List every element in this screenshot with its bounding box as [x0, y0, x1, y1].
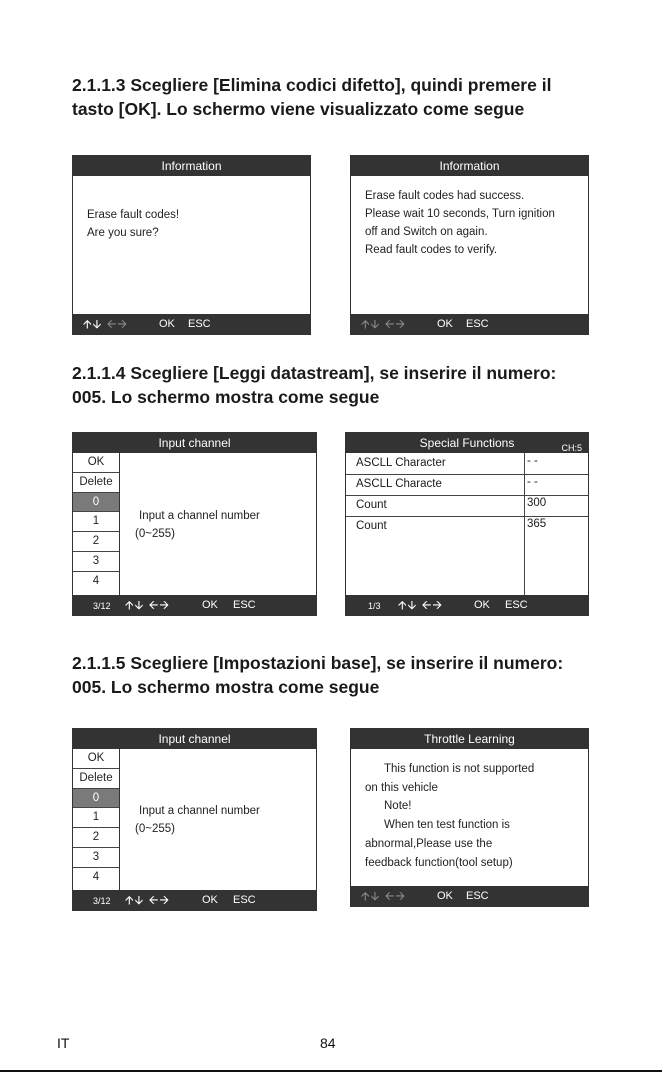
keypad-digit-1[interactable]: 1: [73, 512, 119, 532]
message-line: on this vehicle: [365, 781, 438, 794]
arrow-down-icon[interactable]: 🡫: [407, 598, 418, 612]
message-text: [365, 760, 534, 872]
esc-button[interactable]: ESC: [233, 599, 256, 611]
screen-special-functions: [345, 432, 589, 616]
arrow-left-icon[interactable]: 🡨: [421, 598, 433, 612]
page-indicator: 1/3: [368, 601, 381, 611]
esc-button[interactable]: ESC: [466, 318, 489, 330]
arrow-right-icon: 🡪: [395, 317, 407, 331]
page-indicator: 3/12: [93, 896, 111, 906]
range-text: (0~255): [135, 528, 175, 540]
section-heading-3: [72, 651, 632, 699]
prompt-text: Input a channel number: [139, 805, 260, 817]
language-label: IT: [57, 1035, 70, 1051]
arrow-left-icon: 🡨: [384, 889, 396, 903]
section-heading-2: [72, 361, 632, 409]
arrow-down-icon: 🡫: [370, 317, 381, 331]
heading-line: 005. Lo schermo mostra come segue: [72, 387, 380, 407]
keypad-digit-4[interactable]: 4: [92, 574, 100, 587]
message-line: Erase fault codes had success.: [365, 190, 525, 202]
message-line: feedback function(tool setup): [365, 856, 513, 869]
arrow-up-icon[interactable]: 🡩: [125, 893, 135, 907]
screen-footer: [351, 314, 588, 334]
screen-information-success: [350, 155, 589, 335]
page-number: 84: [320, 1035, 336, 1051]
arrow-down-icon[interactable]: 🡫: [134, 893, 145, 907]
arrow-up-icon[interactable]: 🡩: [398, 598, 408, 612]
message-line: off and Switch on again.: [365, 226, 488, 238]
page-indicator: 3/12: [93, 601, 111, 611]
message-line: Erase fault codes!: [87, 209, 180, 221]
heading-line: 2.1.1.4 Scegliere [Leggi datastream], se inserire il numero:: [72, 363, 557, 383]
arrow-left-icon: 🡨: [384, 317, 396, 331]
screen-title: Information: [73, 156, 310, 176]
arrow-right-icon: 🡪: [395, 889, 407, 903]
channel-prompt: [135, 507, 260, 543]
datastream-table: [346, 453, 588, 595]
heading-line: 2.1.1.3 Scegliere [Elimina codici difetto], quindi premere il: [72, 75, 552, 95]
heading-line: 2.1.1.5 Scegliere [Impostazioni base], se inserire il numero:: [72, 653, 564, 673]
screen-footer: [73, 595, 316, 615]
arrow-right-icon[interactable]: 🡪: [159, 598, 171, 612]
row-name: ASCLL Characte: [356, 478, 442, 490]
arrow-down-icon: 🡫: [370, 889, 381, 903]
ok-button[interactable]: OK: [437, 318, 453, 330]
message-line: Note!: [384, 800, 412, 813]
arrow-down-icon[interactable]: 🡫: [134, 598, 145, 612]
esc-button[interactable]: ESC: [233, 894, 256, 906]
esc-button[interactable]: ESC: [188, 318, 211, 330]
heading-line: 005. Lo schermo mostra come segue: [72, 677, 380, 697]
message-line: This function is not supported: [384, 763, 535, 775]
screen-title-text: Special Functions: [419, 436, 515, 450]
screen-input-channel: [72, 432, 317, 616]
row-name: Count: [356, 499, 387, 511]
ok-button[interactable]: OK: [437, 890, 453, 902]
channel-keypad: [73, 749, 120, 890]
channel-indicator: CH:5: [561, 443, 582, 453]
message-text: [365, 187, 555, 259]
row-value: - -: [527, 476, 538, 488]
keypad-ok[interactable]: OK: [73, 453, 119, 473]
message-line: Read fault codes to verify.: [365, 244, 498, 256]
arrow-up-icon[interactable]: 🡩: [125, 598, 135, 612]
esc-button[interactable]: ESC: [505, 599, 528, 611]
keypad-digit-0[interactable]: 0: [73, 493, 119, 513]
keypad-delete[interactable]: Delete: [73, 769, 119, 789]
esc-button[interactable]: ESC: [466, 890, 489, 902]
arrow-right-icon[interactable]: 🡪: [432, 598, 444, 612]
row-value: 365: [527, 518, 547, 530]
message-text: [87, 206, 179, 242]
arrow-up-icon: 🡩: [361, 317, 371, 331]
keypad-digit-4[interactable]: 4: [92, 870, 100, 883]
arrow-down-icon[interactable]: 🡫: [92, 317, 103, 331]
screen-throttle-learning: [350, 728, 589, 907]
keypad-digit-3[interactable]: 3: [73, 552, 119, 572]
row-name: ASCLL Character: [356, 457, 446, 469]
screen-information-confirm: [72, 155, 311, 335]
screen-input-channel-2: [72, 728, 317, 911]
message-line: When ten test function is: [384, 819, 510, 832]
table-row[interactable]: [346, 516, 588, 536]
arrow-right-icon: 🡪: [117, 317, 129, 331]
channel-keypad: [73, 453, 120, 595]
keypad-digit-0[interactable]: 0: [73, 789, 119, 809]
ok-button[interactable]: OK: [159, 318, 175, 330]
keypad-digit-3[interactable]: 3: [73, 848, 119, 868]
ok-button[interactable]: OK: [474, 599, 490, 611]
screen-footer: [351, 886, 588, 906]
screen-title: Input channel: [73, 433, 316, 453]
screen-footer: [73, 314, 310, 334]
ok-button[interactable]: OK: [202, 894, 218, 906]
table-row[interactable]: [346, 495, 588, 515]
screen-title: [346, 433, 588, 453]
screen-footer: [73, 890, 316, 910]
screen-title: Input channel: [73, 729, 316, 749]
arrow-up-icon[interactable]: 🡩: [83, 317, 93, 331]
keypad-digit-1[interactable]: 1: [73, 808, 119, 828]
range-text: (0~255): [135, 823, 175, 835]
message-line: Please wait 10 seconds, Turn ignition: [365, 208, 555, 220]
channel-prompt: [135, 802, 260, 838]
prompt-text: Input a channel number: [139, 510, 260, 522]
arrow-right-icon[interactable]: 🡪: [159, 893, 171, 907]
message-line: abnormal,Please use the: [365, 837, 493, 850]
keypad-ok[interactable]: OK: [73, 749, 119, 769]
arrow-left-icon: 🡨: [106, 317, 118, 331]
arrow-up-icon: 🡩: [361, 889, 371, 903]
ok-button[interactable]: OK: [202, 599, 218, 611]
keypad-digit-2[interactable]: 2: [73, 532, 119, 552]
message-line: Are you sure?: [87, 227, 159, 239]
keypad-delete[interactable]: Delete: [73, 473, 119, 493]
row-name: Count: [356, 520, 387, 532]
screen-title: Information: [351, 156, 588, 176]
keypad-digit-2[interactable]: 2: [73, 828, 119, 848]
screen-footer: [346, 595, 588, 615]
screen-title: Throttle Learning: [351, 729, 588, 749]
arrow-left-icon[interactable]: 🡨: [148, 598, 160, 612]
section-heading-1: [72, 73, 632, 121]
row-value: 300: [527, 497, 547, 509]
table-row[interactable]: [346, 453, 588, 473]
arrow-left-icon[interactable]: 🡨: [148, 893, 160, 907]
heading-line: tasto [OK]. Lo schermo viene visualizzato come segue: [72, 99, 525, 119]
table-row[interactable]: [346, 474, 588, 494]
row-value: - -: [527, 455, 538, 467]
